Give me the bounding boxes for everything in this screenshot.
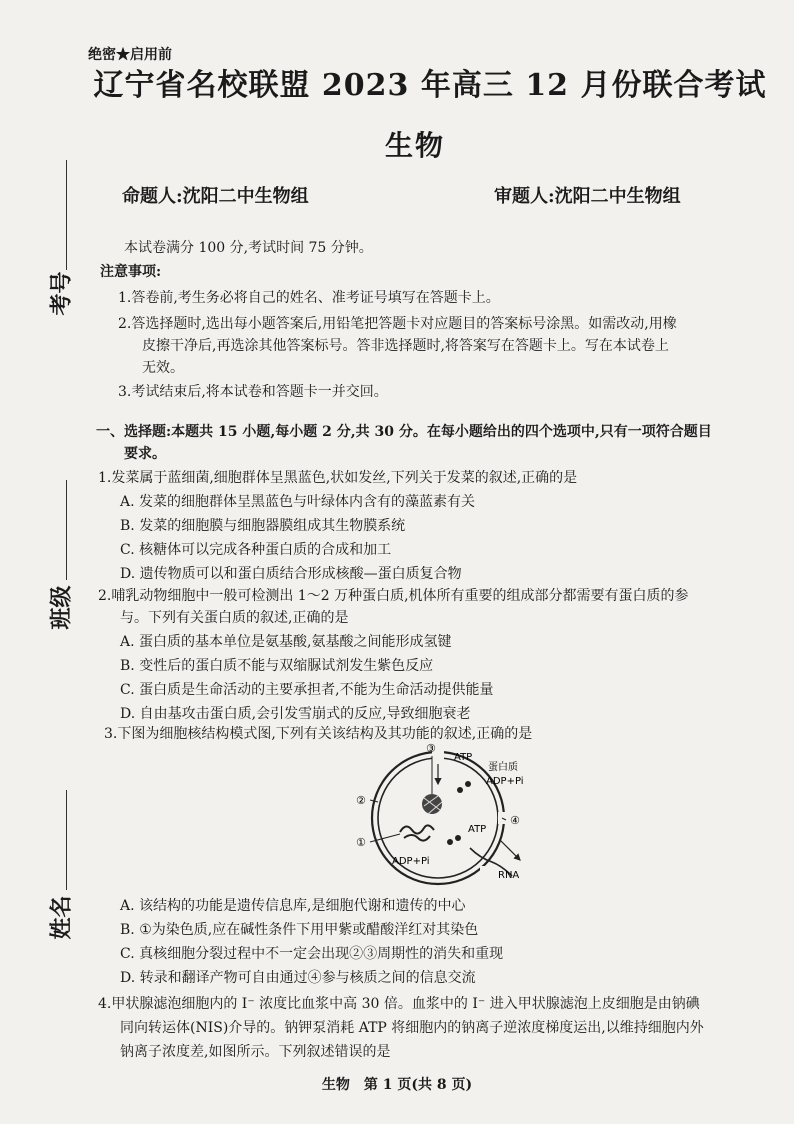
author-right: 审题人:沈阳二中生物组 (494, 186, 681, 207)
q3-option-a: A. 该结构的功能是遗传信息库,是细胞代谢和遗传的中心 (120, 898, 466, 914)
q2-option-d: D. 自由基攻击蛋白质,会引发雪崩式的反应,导致细胞衰老 (120, 706, 471, 722)
class-line (66, 480, 67, 580)
note-2b: 皮擦干净后,再选涂其他答案标号。答非选择题时,将答案写在答题卡上。写在本试卷上 (142, 338, 669, 354)
class-label: 班级 (48, 585, 75, 630)
q3-stem: 3.下图为细胞核结构模式图,下列有关该结构及其功能的叙述,正确的是 (104, 726, 533, 742)
q3-option-d: D. 转录和翻译产物可自由通过④参与核质之间的信息交流 (120, 970, 476, 986)
name-label: 姓名 (48, 895, 75, 940)
label-atp-top: ATP (454, 752, 473, 763)
name-line (66, 790, 67, 890)
q1-option-c: C. 核糖体可以完成各种蛋白质的合成和加工 (120, 542, 392, 558)
export-arrow (500, 840, 520, 860)
exam-no-line (66, 160, 67, 270)
label-atp-right: ATP (468, 824, 487, 835)
q2-option-c: C. 蛋白质是生命活动的主要承担者,不能为生命活动提供能量 (120, 682, 494, 698)
section1-line1: 一、选择题:本题共 15 小题,每小题 2 分,共 30 分。在每小题给出的四个选项中,只有一项符合题目 (96, 424, 712, 440)
page-footer: 生物 第 1 页(共 8 页) (321, 1077, 473, 1093)
label-protein: 蛋白质 (488, 762, 518, 773)
notes-title: 注意事项: (100, 264, 162, 280)
subject-title: 生物 (384, 129, 445, 162)
chromatin (400, 825, 434, 840)
note-1: 1.答卷前,考生务必将自己的姓名、准考证号填写在答题卡上。 (118, 290, 500, 306)
q3-option-b: B. ①为染色质,应在碱性条件下用甲紫或醋酸洋红对其染色 (120, 922, 479, 938)
pore-bottom (480, 866, 492, 876)
protein-dot-3 (447, 839, 453, 845)
q3-option-c: C. 真核细胞分裂过程中不一定会出现②③周期性的消失和重现 (120, 946, 504, 962)
note-3: 3.考试结束后,将本试卷和答题卡一并交回。 (118, 384, 388, 400)
label-adp-pi-left: ADP+Pi (392, 856, 430, 867)
section1-line2: 要求。 (124, 446, 166, 462)
exam-no-label: 考号 (48, 271, 75, 316)
q2-option-b: B. 变性后的蛋白质不能与双缩脲试剂发生紫色反应 (120, 658, 434, 674)
q1-option-d: D. 遗传物质可以和蛋白质结合形成核酸—蛋白质复合物 (120, 566, 462, 582)
q4-stem-2: 同向转运体(NIS)介导的。钠钾泵消耗 ATP 将细胞内的钠离子逆浓度梯度运出,以维持细胞内外 (120, 1020, 704, 1036)
protein-dot-1 (457, 787, 463, 793)
q2-stem-1: 2.哺乳动物细胞中一般可检测出 1～2 万种蛋白质,机体所有重要的组成部分都需要有蛋白质的参 (98, 588, 689, 604)
exam-title: 辽宁省名校联盟 2023 年高三 12 月份联合考试 (93, 68, 767, 103)
label-3: ③ (426, 742, 436, 755)
label-rna: RNA (498, 870, 520, 881)
q2-stem-2: 与。下列有关蛋白质的叙述,正确的是 (120, 610, 349, 626)
label-1: ① (356, 836, 366, 849)
label-2: ② (356, 794, 366, 807)
q4-stem-1: 4.甲状腺滤泡细胞内的 I⁻ 浓度比血浆中高 30 倍。血浆中的 I⁻ 进入甲状腺滤泡上皮细胞是由钠碘 (98, 996, 700, 1012)
q2-option-a: A. 蛋白质的基本单位是氨基酸,氨基酸之间能形成氢键 (120, 634, 452, 650)
q4-stem-3: 钠离子浓度差,如图所示。下列叙述错误的是 (120, 1044, 391, 1060)
q1-stem: 1.发菜属于蓝细菌,细胞群体呈黑蓝色,状如发丝,下列关于发菜的叙述,正确的是 (98, 470, 578, 486)
note-2c: 无效。 (142, 360, 184, 376)
protein-dot-2 (465, 781, 471, 787)
note-2a: 2.答选择题时,选出每小题答案后,用铅笔把答题卡对应题目的答案标号涂黑。如需改动,用橡 (118, 316, 677, 332)
q1-option-a: A. 发菜的细胞群体呈黑蓝色与叶绿体内含有的藻蓝素有关 (120, 494, 476, 510)
q1-option-b: B. 发菜的细胞膜与细胞器膜组成其生物膜系统 (120, 518, 406, 534)
nucleus-diagram (320, 740, 540, 890)
label-adp-pi-top: ADP+Pi (486, 776, 524, 787)
secret-mark: 绝密★启用前 (88, 47, 172, 63)
score-time: 本试卷满分 100 分,考试时间 75 分钟。 (124, 240, 373, 256)
label-4: ④ (510, 814, 520, 827)
author-left: 命题人:沈阳二中生物组 (122, 186, 309, 207)
protein-dot-4 (455, 835, 461, 841)
